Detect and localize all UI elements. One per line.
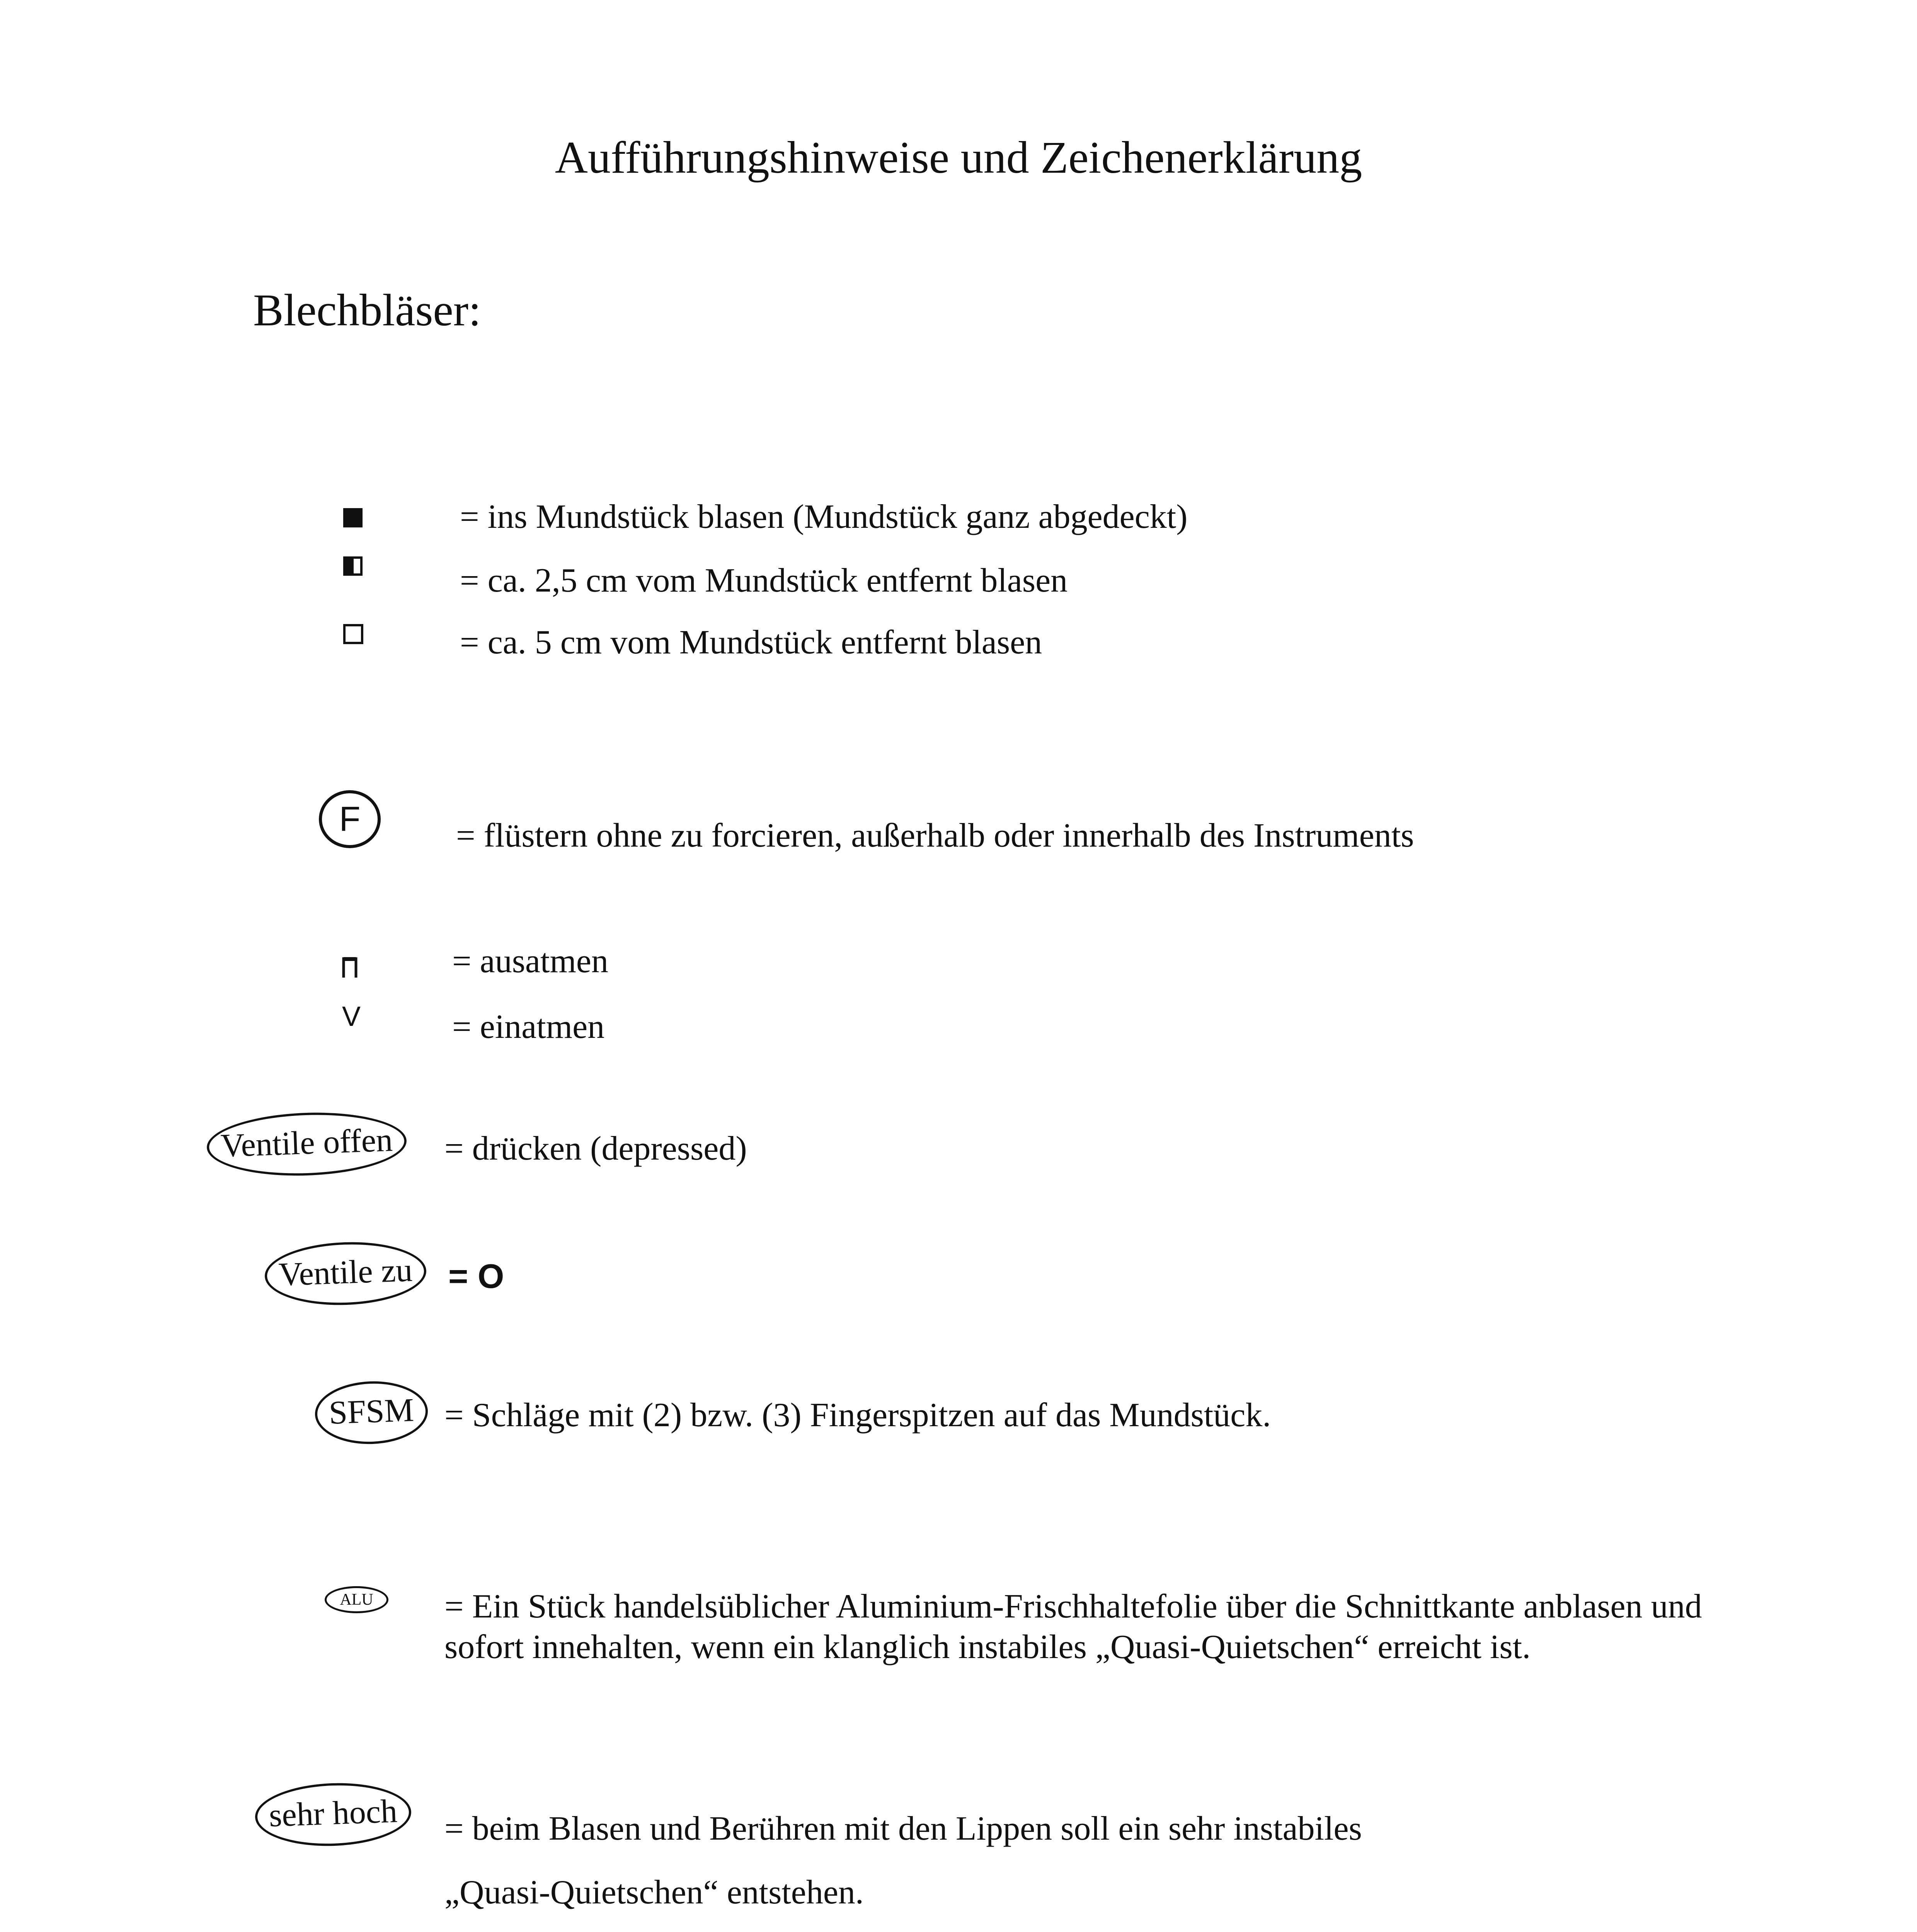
oval-label: ALU [340, 1591, 373, 1609]
sehr-hoch-oval [254, 1781, 412, 1849]
down-bow-icon [342, 956, 358, 978]
entry-text: = ca. 5 cm vom Mundstück entfernt blasen [460, 624, 1042, 661]
entry-text: = flüstern ohne zu forcieren, außerhalb oder innerhalb des Instruments [456, 817, 1414, 854]
entry-text: = ausatmen [452, 942, 608, 980]
entry-text: = drücken (depressed) [444, 1130, 747, 1167]
oval-label: Ventile offen [220, 1121, 393, 1164]
ventile-zu-oval [264, 1240, 427, 1308]
page-title: Aufführungshinweise und Zeichenerklärung [555, 132, 1362, 183]
sfsm-oval [314, 1379, 429, 1446]
up-bow-icon: V [342, 1001, 361, 1032]
ventile-offen-oval [206, 1109, 407, 1179]
entry-text: = Schläge mit (2) bzw. (3) Fingerspitzen auf das Mundstück. [444, 1396, 1271, 1434]
circled-f-label: F [339, 800, 361, 838]
empty-square-icon [343, 624, 363, 644]
circled-f-icon [319, 790, 381, 848]
oval-label: Ventile zu [278, 1251, 413, 1293]
entry-text: = einatmen [452, 1008, 605, 1046]
filled-square-icon [343, 508, 363, 527]
entry-text: = ca. 2,5 cm vom Mundstück entfernt blasen [460, 562, 1068, 599]
oval-label: SFSM [328, 1391, 415, 1431]
oval-label: sehr hoch [268, 1792, 398, 1834]
section-heading: Blechbläser: [253, 285, 481, 335]
half-filled-square-icon [343, 556, 363, 576]
entry-text: = beim Blasen und Berühren mit den Lippen soll ein sehr instabiles „Quasi-Quietschen“ entstehen. [444, 1810, 1362, 1911]
entry-text: = ins Mundstück blasen (Mundstück ganz abgedeckt) [460, 498, 1188, 536]
entry-text: = O [448, 1257, 504, 1295]
alu-oval [325, 1586, 388, 1613]
entry-text: = Ein Stück handelsüblicher Aluminium-Frischhaltefolie über die Schnittkante anblasen und sofort innehalten, wenn ein klanglich instabiles „Quasi-Quietschen“ erreicht ist. [444, 1588, 1702, 1666]
